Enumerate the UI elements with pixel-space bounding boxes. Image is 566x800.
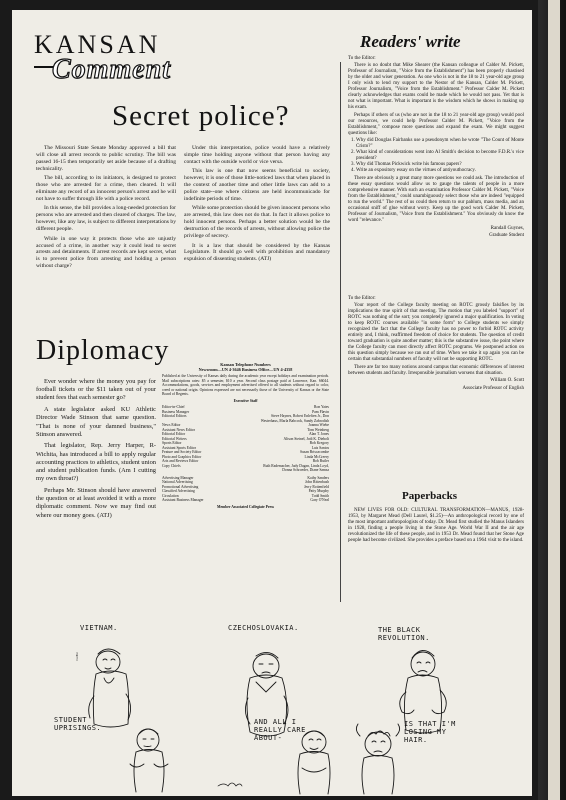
readers-write-heading: Readers' write: [360, 32, 461, 51]
paragraph: There are far too many notions around campus that economic differences of interest between students and faculty. Irresponsible journalism worsens that situation.: [348, 364, 524, 376]
secret-police-headline: Secret police?: [112, 100, 290, 132]
business-staff-list: [162, 476, 329, 503]
paragraph: In this sense, the bill provides a long-needed protection for persons who are arrested and then cleared of charges. The law, however, like any law, is subject to different interpretations by different people.: [36, 205, 176, 233]
staff-role: Arts and Reviews Editor: [162, 459, 199, 463]
question-list: [348, 138, 524, 174]
staff-name: Todd Smith: [311, 493, 329, 498]
cartoon-signature: [218, 783, 242, 786]
staff-role: Promotional Advertising: [162, 484, 199, 489]
cartoon-side-credit: Feiffer: [75, 652, 79, 661]
cartoon-caption-losing-hair: IS THAT I'M LOSING MY HAIR.: [404, 720, 456, 744]
question-item: 2. What kind of considerations went into Al Smith's decision to become F.D.R.'s vice president?: [356, 150, 524, 162]
question-item: 1. Why did Douglas Fairbanks use a pseudonym when he wrote "The Count of Monte Cristo?": [356, 138, 524, 150]
staff-role: Editorial Writers: [162, 436, 187, 441]
letter-salutation: To the Editor:: [348, 296, 376, 301]
letter-salutation: To the Editor:: [348, 56, 376, 61]
signature-title: Associate Professor of English: [462, 385, 524, 391]
staff-name: John Rittenbush: [305, 480, 329, 484]
secret-police-column-1: [36, 145, 176, 273]
executive-staff-list: [162, 405, 329, 473]
staff-name: Westerhaus, Marla Babcock, Sandy Zabrodish: [260, 418, 329, 423]
staff-name: Bob Butler: [312, 459, 329, 463]
staff-role: Assistant Business Manager: [162, 498, 204, 502]
staff-name: Gary O'Neal: [310, 498, 329, 502]
paragraph: The bill, according to its initiators, is designed to protect those who are arrested for a crime, then cleared. It will eliminate any record of an innocent person's arrest and he will not have to suffer through life with a police record.: [36, 175, 176, 202]
paragraph: There are obviously a great many more questions we could ask. The introduction of these essay questions would allow us to gauge the talents of people in a more comprehensive manner. With such an examination Professor Calder M. Pickett, "Voice from the Establishment," could unambiguously select those who are indeed "equipped to run the world." The rest of us could then return to our pablum, mass media, and an occasional sniff of glue without worry. Keep up the good work Calder M. Pickett, Professor of Journalism, "Voice from the Establishment." You obviously do know the word "relevance.": [348, 176, 524, 223]
staff-role: Feature and Society Editor: [162, 450, 202, 454]
diplomacy-headline: Diplomacy: [36, 335, 170, 366]
cartoon-caption-black-revolution: THE BLACK REVOLUTION.: [378, 626, 430, 642]
staff-name: Susan Briscacombe: [300, 450, 329, 454]
cartoon-figure-4: [130, 729, 168, 792]
masthead-kansan: KANSAN: [34, 30, 161, 59]
diplomacy-column: [36, 378, 156, 523]
paragraph: Ever wonder where the money you pay for football tickets or the $11 taken out of your student fees that each semester go?: [36, 378, 156, 402]
question-item: 3. Why did Thomas Pickwick write his famous papers?: [356, 162, 524, 168]
staff-row: [162, 498, 329, 503]
staff-box-title: Kansan Telephone Numbers: [220, 362, 271, 367]
paragraph: Perhaps if others of us (who are not in the 18 to 21 year-old age group) would pool our resources, we could help Professor Calder M. Pickett, "Voice from the Establishment," compose more questions and expand the exam. We might suggest questions like:: [348, 112, 524, 136]
newspaper-page: [12, 10, 532, 796]
staff-name: Tom Weinberg: [307, 427, 329, 432]
staff-role: National Advertising: [162, 480, 193, 484]
staff-name: Bob Kregory: [309, 441, 329, 445]
staff-role: Photo and Graphics Editor: [162, 454, 202, 459]
adjacent-page-strip: [548, 0, 560, 800]
paragraph: Your report of the College faculty meeting on ROTC grossly falsifies by its implications the true spirit of that meeting. The motion that you labeled "support" of ROTC was nothing of the sort; you completely ignored a major qualification. In voting to keep ROTC courses available "in some form" to College students we simply recognized the fact that the College faculty has no power to forbid ROTC activity entirely and, I think, reaffirmed freedom of choice for students. The question of credit toward graduation is quite another matter; this is the substantive issue, the point where the College faculty can most directly affect ROTC programs. We postponed action on this question simply because we ran out of time. When we take it up again you can be certain that substantial numbers of faculty will not be supporting ROTC.: [348, 303, 524, 362]
question-item: 4. Write an expository essay on the virtues of antiyouthocracy.: [356, 168, 524, 174]
cartoon-drawing: [78, 618, 532, 796]
paperbacks-heading: Paperbacks: [402, 490, 457, 502]
staff-role: News Editor: [162, 423, 181, 427]
staff-name: Ruth Rademacher, Judy Dagan, Linda Loyd,: [263, 463, 329, 468]
staff-box: [162, 362, 329, 600]
staff-role: Editorial Editors: [162, 414, 187, 418]
paragraph: NEW LIVES FOR OLD: CULTURAL TRANSFORMATION—MANUS, 1928-1953, by Margaret Mead (Dell Laurel, $1.25)—An anthropological record by one of the most important anthropologists of today. Dr. Mead first studied the Manus Islanders in 1928, finding a people living in the Stone Age. World War II and the air age revolutionized the life of these people, and in 1953 Dr. Mead found that her Stone Age people had become civilized. She provides a preface based on a 1964 visit to the island.: [348, 508, 524, 543]
kansan-comment-masthead: [34, 30, 172, 100]
staff-name: Kathy Sanders: [307, 475, 329, 480]
letter-2: [348, 296, 524, 393]
paragraph: This law is one that now seems beneficial to society, however, it is one of those little-noticed laws that when placed in the context of another time and other little laws can add to a police state--one where citizens are held incommunicado for indefinite periods of time.: [184, 168, 330, 202]
cartoon-caption-vietnam: VIETNAM.: [80, 624, 118, 632]
signature-name: Randall Guynes,: [490, 225, 524, 231]
cartoon-caption-student-uprisings: STUDENT UPRISINGS.: [54, 716, 102, 732]
staff-name: Ron Yates: [314, 405, 329, 409]
paragraph: Perhaps Mr. Stinson should have answered the question or at least avoided it with a more diplomatic comment. Now we may find out where our money goes. (ATJ): [36, 486, 156, 519]
cartoon-caption-czechoslovakia: CZECHOSLOVAKIA.: [228, 624, 299, 632]
paragraph: Under this interpretation, police would have a relatively simple time holding anyone without that person having any contact with the outside world or vice versa.: [184, 145, 330, 165]
paragraph: There is no doubt that Mike Shearer (the Kansan colleague of Calder M. Pickett, Professor of Journalism, "Voice from the Establishment") has been properly chastised by the older and wiser generation. As one who is not in the 18 to 21 year-old age group I only wish to lend my support to the Nestor of the Kansan, Calder M. Pickett, Professor Journalism, "Voice from the Establishment." Professor Calder M. Pickett clearly acknowledges that exams could be made which he would not pass. Yet that is not what is important. What is important is the wisdom which he shows in making up his exam.: [348, 63, 524, 110]
staff-name: Luis Santos: [311, 445, 329, 450]
paperbacks-review: [348, 508, 524, 546]
staff-role: Sports Editor: [162, 441, 182, 445]
staff-box-phones: Newsroom—UN 4-3646 Business Office—UN 4-4358: [198, 367, 293, 372]
staff-name: Jerry Rottenfield: [304, 484, 329, 489]
masthead-rule: [34, 66, 54, 68]
staff-role: Assistant News Editor: [162, 427, 195, 432]
staff-role: Circulation: [162, 493, 179, 498]
staff-role: Editorial Editor: [162, 432, 186, 436]
cartoon-caption-care-about: AND ALL I REALLY CARE ABOUT-: [254, 718, 306, 742]
staff-role: Editor-in-Chief: [162, 405, 185, 409]
publication-notice: Published at the University of Kansas daily during the academic year except holidays and examination periods. Mail subscriptions rates: $5 a semester, $10 a year. Second class postage paid at Lawrence, Kan. 66044. Accommodations, goods, services and employment advertised offered to all students without regard to color, creed or national origin. Opinions expressed are not necessarily those of the University of Kansas or the State Board of Regents.: [162, 374, 329, 396]
paragraph: The Missouri State Senate Monday approved a bill that will close all arrest records to public scrutiny. The bill was passed 16-15 then temporarily set aside because of a drafting technicality.: [36, 145, 176, 172]
cartoon-strip: [54, 618, 532, 796]
paragraph: While in one way it protects those who are unjustly accused of a crime, in another way it could lead to secret arrests and detainments. If arrest records are kept secret, what is to prevent police from arresting and holding a person without charge?: [36, 235, 176, 270]
staff-role: Classified Advertising: [162, 489, 195, 493]
staff-name: Alan T. Jones: [308, 432, 329, 436]
staff-name: Linda McCreery: [304, 454, 329, 459]
staff-name: Joanna Wiebe: [308, 423, 329, 427]
staff-name: Patty Murphy: [308, 489, 329, 493]
staff-role: Business Manager: [162, 409, 190, 414]
signature-title: Graduate Student: [489, 233, 524, 238]
staff-role: Copy Chiefs: [162, 463, 181, 468]
paragraph: A state legislator asked KU Athletic Director Wade Stinson that same question. "That is none of your damned business," Stinson answered.: [36, 406, 156, 438]
staff-name: Donna Schroeder, Diane Samsa: [282, 468, 329, 472]
paragraph: That legislator, Rep. Jerry Harper, R-Wichita, has introduced a bill to apply regular accounting practices to athletics, student union and student publication funds. (Am I cutting my own throat?): [36, 442, 156, 483]
signature-name: William O. Scott: [490, 378, 524, 383]
paragraph: It is a law that should be considered by the Kansas Legislature. It should go well with prohibition and mandatory expulsion of dissenting students. (ATJ): [184, 242, 330, 263]
executive-staff-heading: Executive Staff: [233, 398, 258, 403]
member-line: Member Associated Collegiate Press: [217, 504, 274, 509]
letter-1: [348, 56, 524, 241]
secret-police-column-2: [184, 145, 330, 266]
staff-name: Alison Steinel, Jodi K. Diebolt: [283, 436, 329, 441]
staff-name: Steve Haynes, Robert Enlefien Jr., Don: [271, 414, 329, 418]
staff-role: Assistant Sports Editor: [162, 445, 197, 450]
column-divider: [340, 62, 341, 602]
paragraph: While some protection should be given innocent persons who are arrested, this law does not do that. In fact it allows police to hold innocent persons. Perhaps a better solution would be the destruction of the records of arrests, without allowing police the privilege of secrecy.: [184, 205, 330, 240]
cartoon-figure-6: [356, 724, 399, 794]
staff-role: Advertising Manager: [162, 475, 194, 480]
staff-name: Pam Flavin: [312, 409, 329, 414]
masthead-comment: Comment: [52, 54, 172, 85]
